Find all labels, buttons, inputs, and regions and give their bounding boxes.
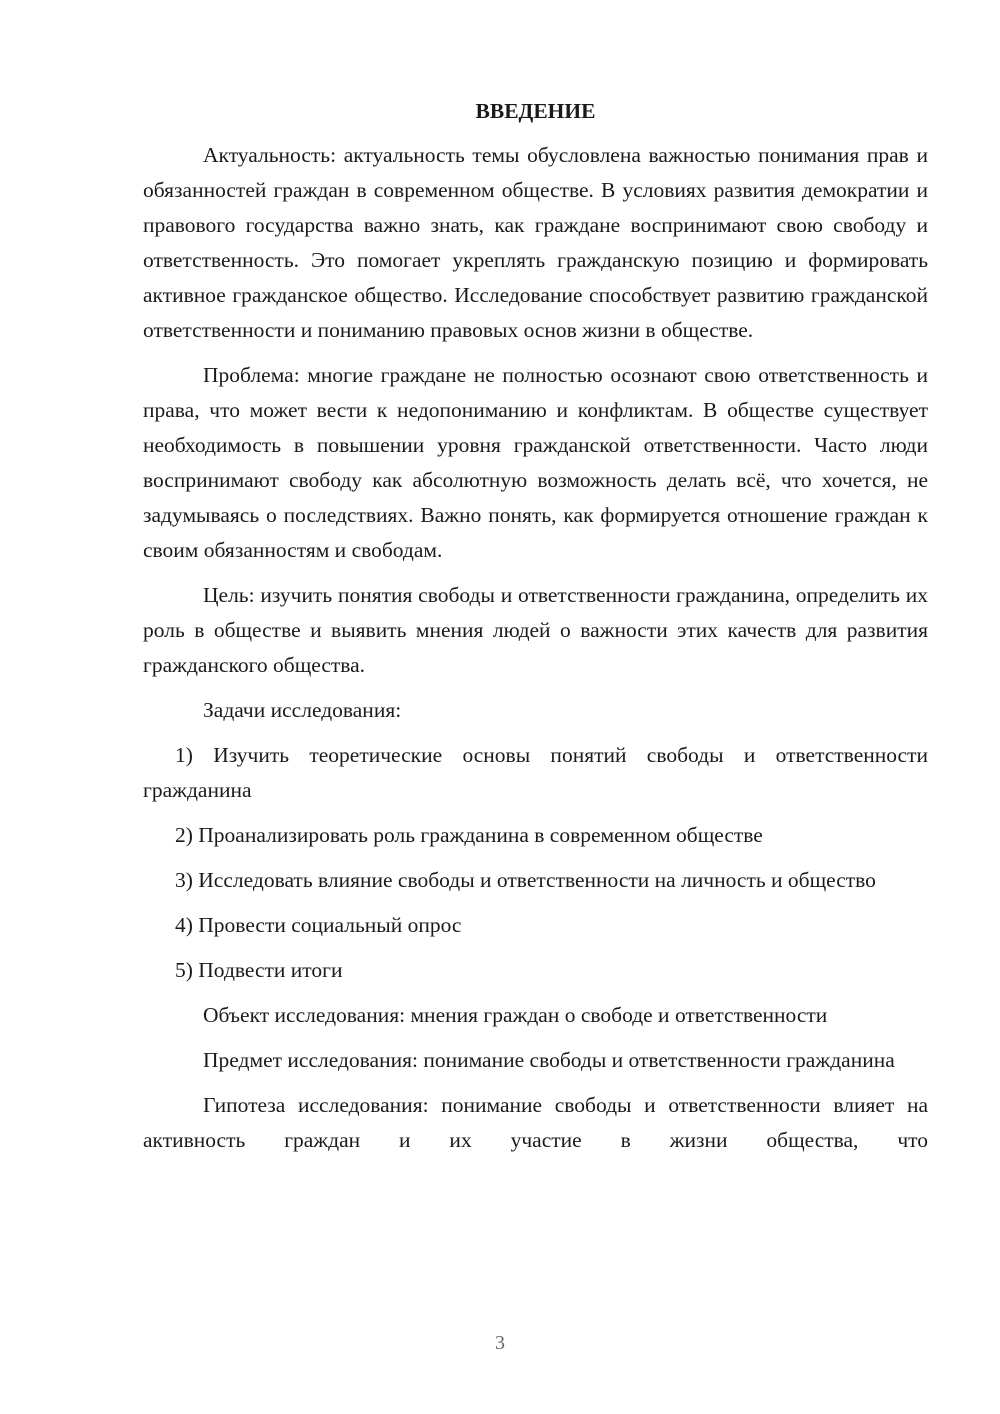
page-number: 3 (495, 1332, 505, 1354)
problem-paragraph: Проблема: многие граждане не полностью осознают свою ответственность и права, что может вести к недопониманию и конфликтам. В обществе существует необходимость в повышении уровня гражданской ответственности. Часто люди воспринимают свободу как абсолютную возможность делать всё, что хочется, не задумываясь о последствиях. Важно понять, как формируется отношение граждан к своим обязанностям и свободам. (143, 363, 928, 562)
object-paragraph: Объект исследования: мнения граждан о свободе и ответственности (203, 1003, 828, 1027)
task-item: 1) Изучить теоретические основы понятий свободы и ответственности гражданина (143, 743, 928, 802)
relevance-paragraph: Актуальность: актуальность темы обусловлена важностью понимания прав и обязанностей граждан в современном обществе. В условиях развития демократии и правового государства важно знать, как граждане воспринимают свою свободу и ответственность. Это помогает укреплять гражданскую позицию и формировать активное гражданское общество. Исследование способствует развитию гражданской ответственности и пониманию правовых основ жизни в обществе. (143, 143, 928, 342)
task-item: 5) Подвести итоги (175, 958, 343, 982)
task-item: 3) Исследовать влияние свободы и ответственности на личность и общество (175, 868, 876, 892)
page-title: ВВЕДЕНИЕ (475, 99, 596, 123)
tasks-heading: Задачи исследования: (203, 698, 402, 722)
subject-paragraph: Предмет исследования: понимание свободы и ответственности гражданина (203, 1048, 895, 1072)
hypothesis-paragraph: Гипотеза исследования: понимание свободы и ответственности влияет на активность граждан и их участие в жизни общества, что (143, 1093, 928, 1152)
goal-paragraph: Цель: изучить понятия свободы и ответственности гражданина, определить их роль в обществе и выявить мнения людей о важности этих качеств для развития гражданского общества. (143, 583, 928, 677)
task-item: 2) Проанализировать роль гражданина в современном обществе (175, 823, 763, 847)
page-body (143, 96, 928, 1168)
task-item: 4) Провести социальный опрос (175, 913, 462, 937)
